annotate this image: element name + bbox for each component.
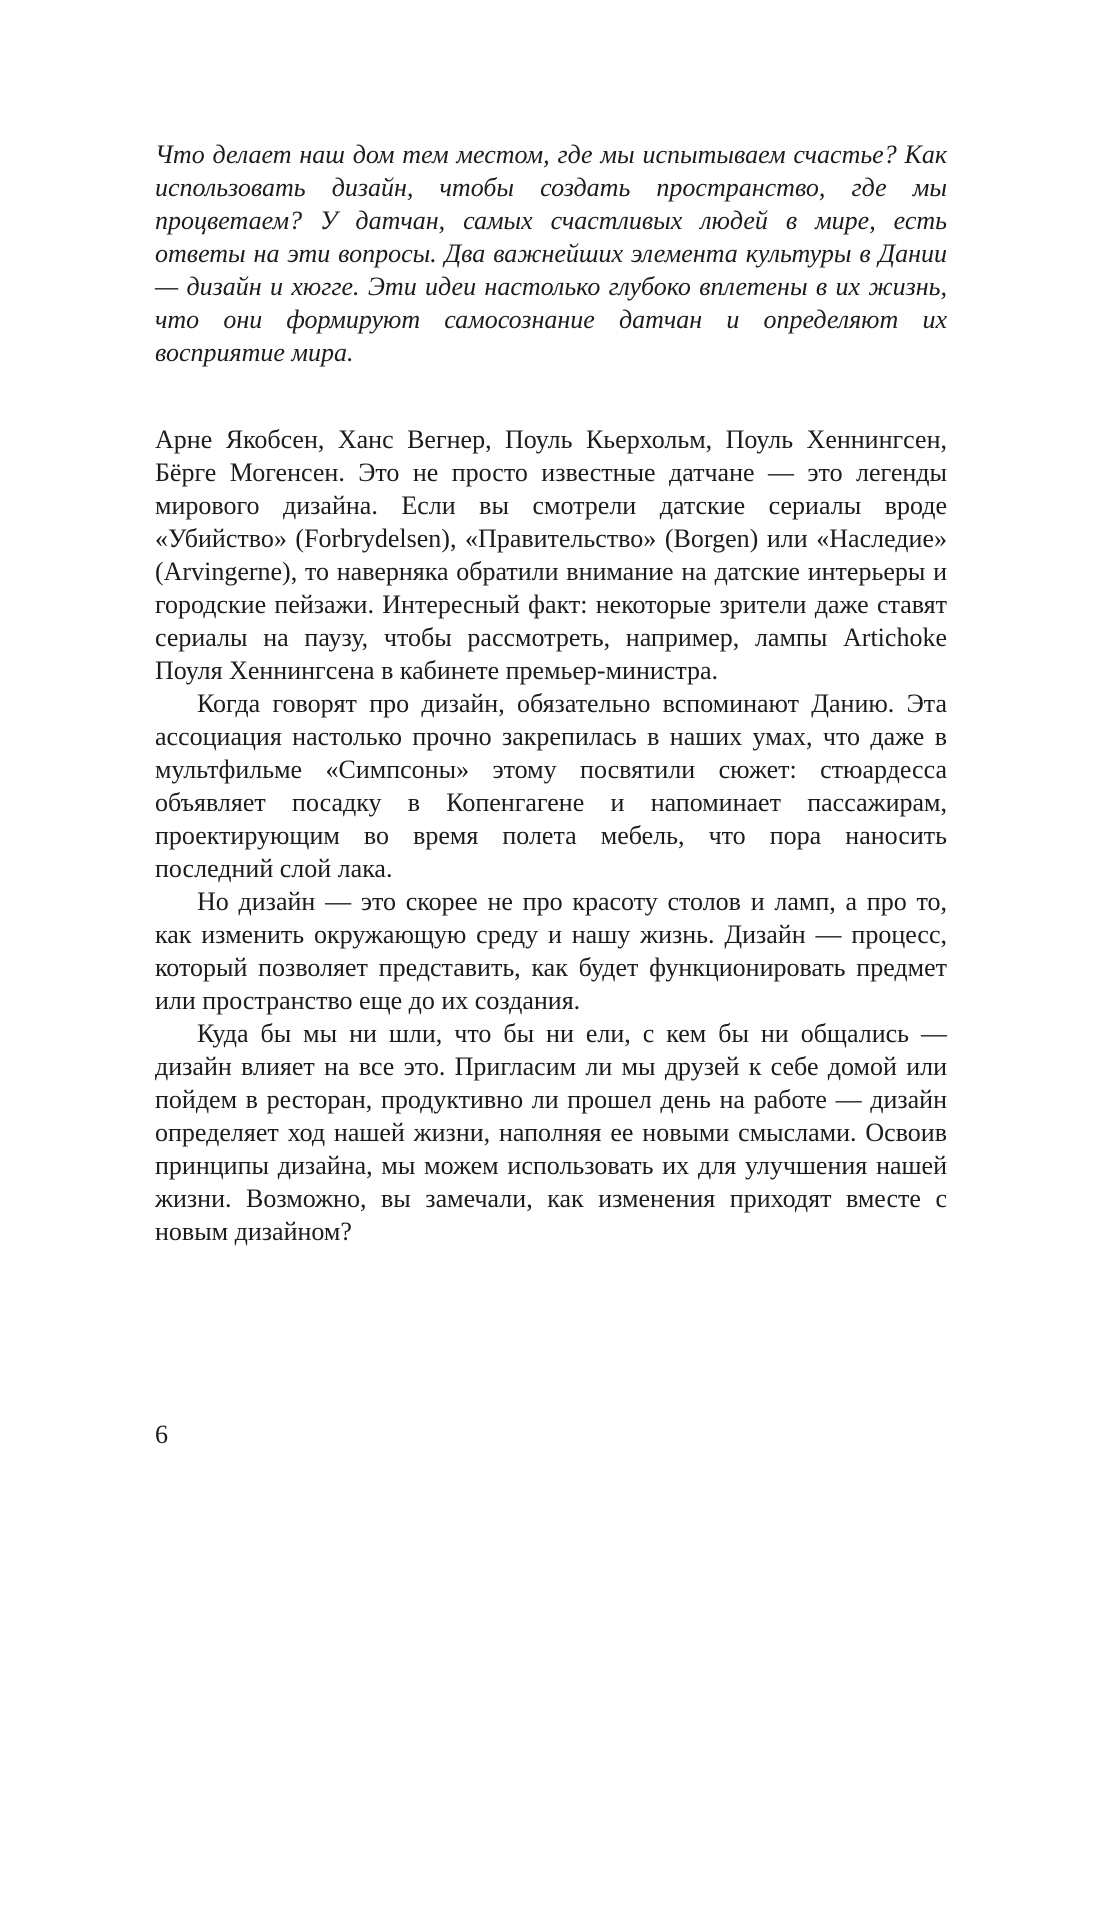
page-number: 6 [155, 1420, 168, 1449]
epigraph: Что делает наш дом тем местом, где мы испытываем счастье? Как использовать дизайн, чтобы создать пространство, где мы процветаем? У датчан, самых счастливых людей в мире, есть ответы на эти вопросы. Два важнейших элемента культуры в Дании — дизайн и хюгге. Эти идеи настолько глубоко вплетены в их жизнь, что они формируют самосознание датчан и определяют их восприятие мира. [155, 140, 947, 367]
body-text [155, 423, 947, 1248]
paragraph: Куда бы мы ни шли, что бы ни ели, с кем бы ни общались — дизайн влияет на все это. Пригласим ли мы друзей к себе домой или пойдем в ресторан, продуктивно ли прошел день на работе — дизайн определяет ход нашей жизни, наполняя ее новыми смыслами. Освоив принципы дизайна, мы можем использовать их для улучшения нашей жизни. Возможно, вы замечали, как изменения приходят вместе с новым дизайном? [155, 1019, 947, 1246]
text-block [155, 138, 947, 1248]
paragraph: Арне Якобсен, Ханс Вегнер, Поуль Кьерхольм, Поуль Хеннингсен, Бёрге Могенсен. Это не просто известные датчане — это легенды мирового дизайна. Если вы смотрели датские сериалы вроде «Убийство» (Forbrydelsen), «Правительство» (Borgen) или «Наследие» (Arvingerne), то наверняка обратили внимание на датские интерьеры и городские пейзажи. Интересный факт: некоторые зрители даже ставят сериалы на паузу, чтобы рассмотреть, например, лампы Artichoke Поуля Хеннингсена в кабинете премьер-министра. [155, 425, 947, 685]
paragraph: Когда говорят про дизайн, обязательно вспоминают Данию. Эта ассоциация настолько прочно закрепилась в наших умах, что даже в мультфильме «Симпсоны» этому посвятили сюжет: стюардесса объявляет посадку в Копенгагене и напоминает пассажирам, проектирующим во время полета мебель, что пора наносить последний слой лака. [155, 689, 947, 883]
paragraph: Но дизайн — это скорее не про красоту столов и ламп, а про то, как изменить окружающую среду и нашу жизнь. Дизайн — процесс, который позволяет представить, как будет функционировать предмет или пространство еще до их создания. [155, 887, 947, 1015]
